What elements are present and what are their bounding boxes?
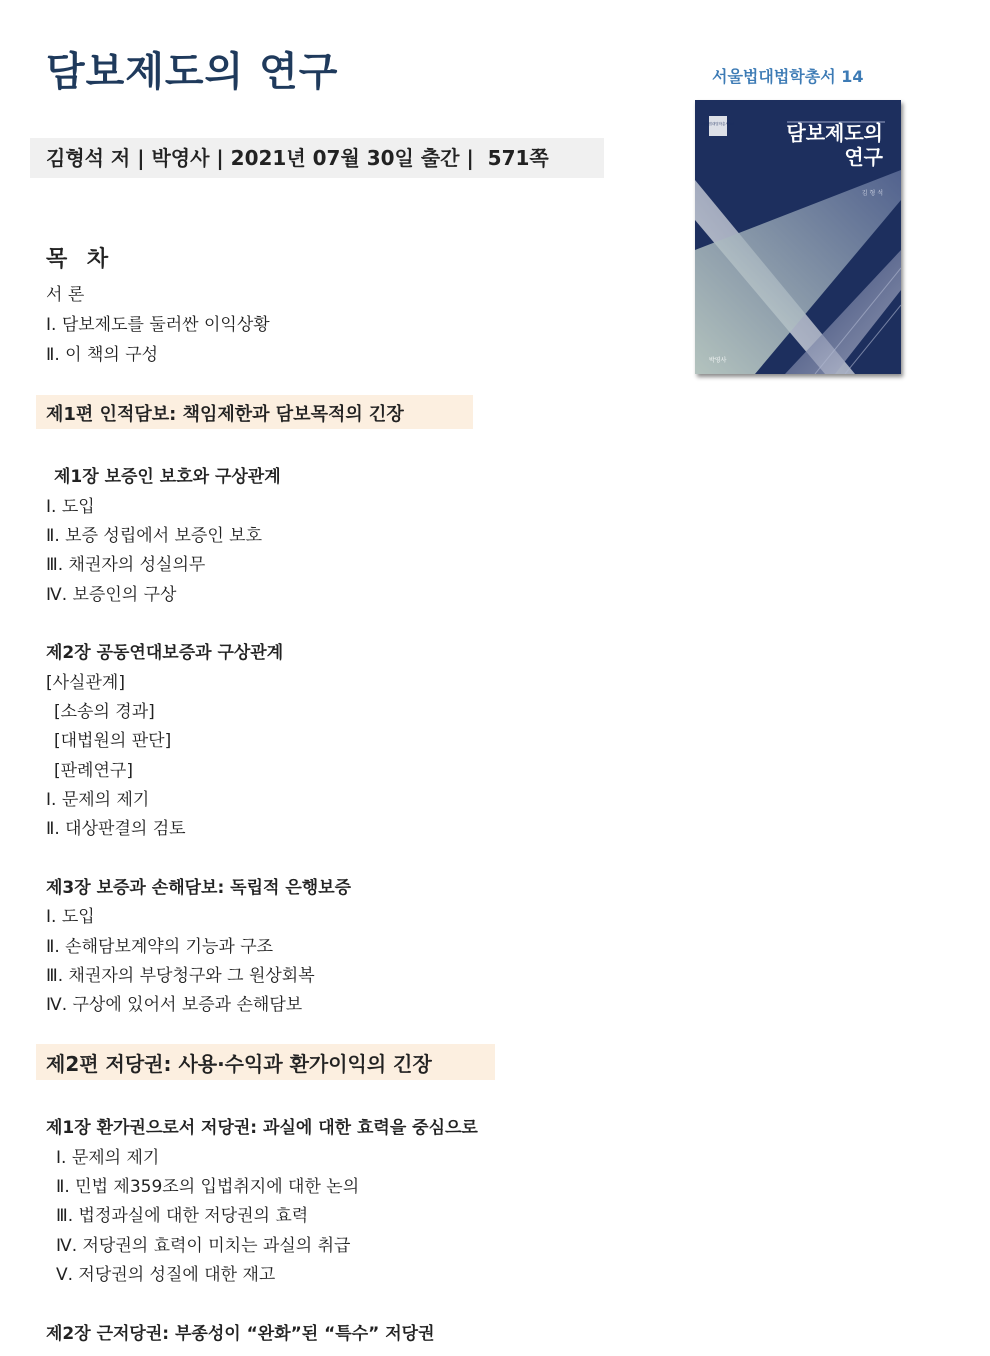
toc-item: Ⅰ. 문제의 제기	[46, 790, 150, 810]
toc-item: Ⅰ. 도입	[46, 497, 95, 517]
part2-ch1-title: 제1장 환가권으로서 저당권: 과실에 대한 효력을 중심으로	[46, 1118, 478, 1138]
book-title: 담보제도의 연구	[46, 49, 339, 95]
toc-item: Ⅲ. 채권자의 부당청구와 그 원상회복	[46, 966, 315, 986]
toc-intro-item: Ⅰ. 담보제도를 둘러싼 이익상황	[46, 315, 270, 335]
toc-item: Ⅱ. 대상판결의 검토	[46, 819, 186, 839]
toc-item: Ⅰ. 도입	[46, 907, 95, 927]
part1-ch2-title: 제2장 공동연대보증과 구상관계	[46, 643, 284, 663]
toc-item: Ⅱ. 보증 성립에서 보증인 보호	[46, 526, 263, 546]
part2-title: 제2편 저당권: 사용·수익과 환가이익의 긴장	[36, 1044, 495, 1080]
book-meta-bar: 김형석 저 | 박영사 | 2021년 07월 30일 출간 | 571쪽	[30, 138, 604, 178]
toc-item: [사실관계]	[46, 673, 125, 693]
toc-item: Ⅲ. 채권자의 성실의무	[46, 555, 206, 575]
toc-intro-item: Ⅱ. 이 책의 구성	[46, 345, 159, 365]
part1-ch1-title: 제1장 보증인 보호와 구상관계	[54, 467, 281, 487]
cover-author: 김 형 석	[861, 190, 883, 197]
toc-item: Ⅳ. 구상에 있어서 보증과 손해담보	[46, 995, 303, 1015]
toc-item: Ⅴ. 저당권의 성질에 대한 재고	[56, 1265, 276, 1285]
toc-item: Ⅳ. 보증인의 구상	[46, 585, 177, 605]
toc-item: [판례연구]	[54, 761, 133, 781]
toc-intro-title: 서 론	[46, 285, 85, 305]
toc-item: [소송의 경과]	[54, 702, 155, 722]
toc-item: Ⅱ. 손해담보계약의 기능과 구조	[46, 937, 274, 957]
cover-series-text: 서울법대법학총서 14	[701, 122, 735, 126]
series-label: 서울법대법학총서 14	[712, 67, 864, 86]
toc-heading: 목 차	[46, 247, 115, 272]
toc-item: Ⅱ. 민법 제359조의 입법취지에 대한 논의	[56, 1177, 360, 1197]
toc-item: Ⅳ. 저당권의 효력이 미치는 과실의 취급	[56, 1236, 351, 1256]
book-cover-art	[695, 100, 901, 374]
part2-ch2-title: 제2장 근저당권: 부종성이 “완화”된 “특수” 저당권	[46, 1324, 435, 1344]
toc-item: [대법원의 판단]	[54, 731, 172, 751]
cover-title-line2: 연구	[844, 145, 883, 169]
part1-ch3-title: 제3장 보증과 손해담보: 독립적 은행보증	[46, 878, 352, 898]
cover-title-line1: 담보제도의	[786, 121, 883, 145]
toc-item: Ⅰ. 문제의 제기	[56, 1148, 160, 1168]
toc-item: Ⅲ. 법정과실에 대한 저당권의 효력	[56, 1206, 309, 1226]
cover-publisher: 박영사	[709, 357, 727, 364]
book-cover	[695, 100, 901, 374]
part1-title: 제1편 인적담보: 책임제한과 담보목적의 긴장	[36, 395, 473, 429]
